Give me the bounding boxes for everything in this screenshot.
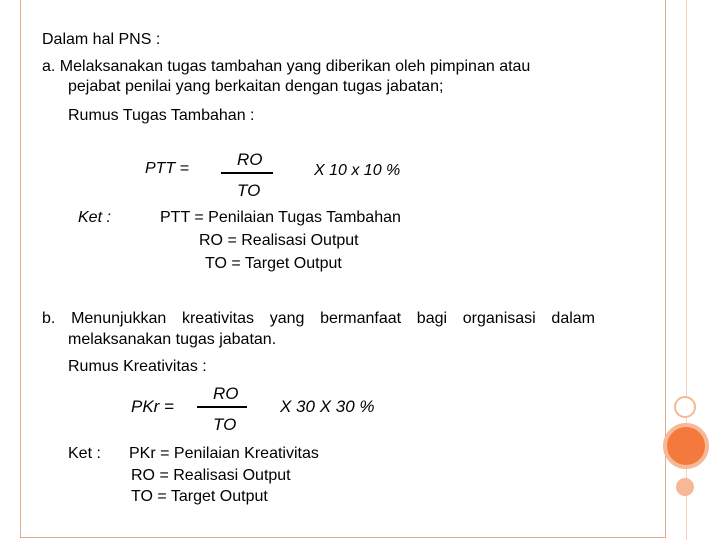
- ket-a-line3: TO = Target Output: [205, 255, 342, 272]
- decorative-circle-large: [663, 423, 709, 469]
- formula-a-lhs: PTT =: [145, 160, 190, 177]
- decorative-circle-bottom: [676, 478, 694, 496]
- formula-b-lhs: PKr =: [131, 397, 174, 416]
- section-a-line2: pejabat penilai yang berkaitan dengan tugas jabatan;: [68, 78, 444, 95]
- ket-b-line3: TO = Target Output: [131, 488, 268, 505]
- section-b-line2: melaksanakan tugas jabatan.: [68, 331, 277, 348]
- ket-b-label: Ket :: [68, 445, 101, 462]
- formula-a-numerator: RO: [237, 150, 263, 169]
- formula-a-fraction-bar: [221, 172, 273, 174]
- formula-b-fraction-bar: [197, 406, 247, 408]
- formula-a-multiplier: X 10 x 10 %: [314, 162, 401, 179]
- section-b-line1: b. Menunjukkan kreativitas yang bermanfaat bagi organisasi dalam: [42, 310, 595, 327]
- ket-a-line1: PTT = Penilaian Tugas Tambahan: [160, 209, 401, 226]
- formula-b-denominator: TO: [213, 415, 237, 434]
- ket-a-line2: RO = Realisasi Output: [199, 232, 359, 249]
- ket-b-line1: PKr = Penilaian Kreativitas: [129, 445, 319, 462]
- formula-b-title: Rumus Kreativitas :: [68, 358, 207, 375]
- heading: Dalam hal PNS :: [42, 31, 161, 48]
- formula-b-multiplier: X 30 X 30 %: [280, 397, 375, 416]
- decorative-circle-small: [674, 396, 696, 418]
- section-a-line1: a. Melaksanakan tugas tambahan yang diberikan oleh pimpinan atau: [42, 58, 531, 75]
- formula-b-numerator: RO: [213, 384, 239, 403]
- ket-a-label: Ket :: [78, 209, 111, 226]
- ket-b-line2: RO = Realisasi Output: [131, 467, 291, 484]
- formula-a-denominator: TO: [237, 181, 261, 200]
- formula-a-title: Rumus Tugas Tambahan :: [68, 107, 255, 124]
